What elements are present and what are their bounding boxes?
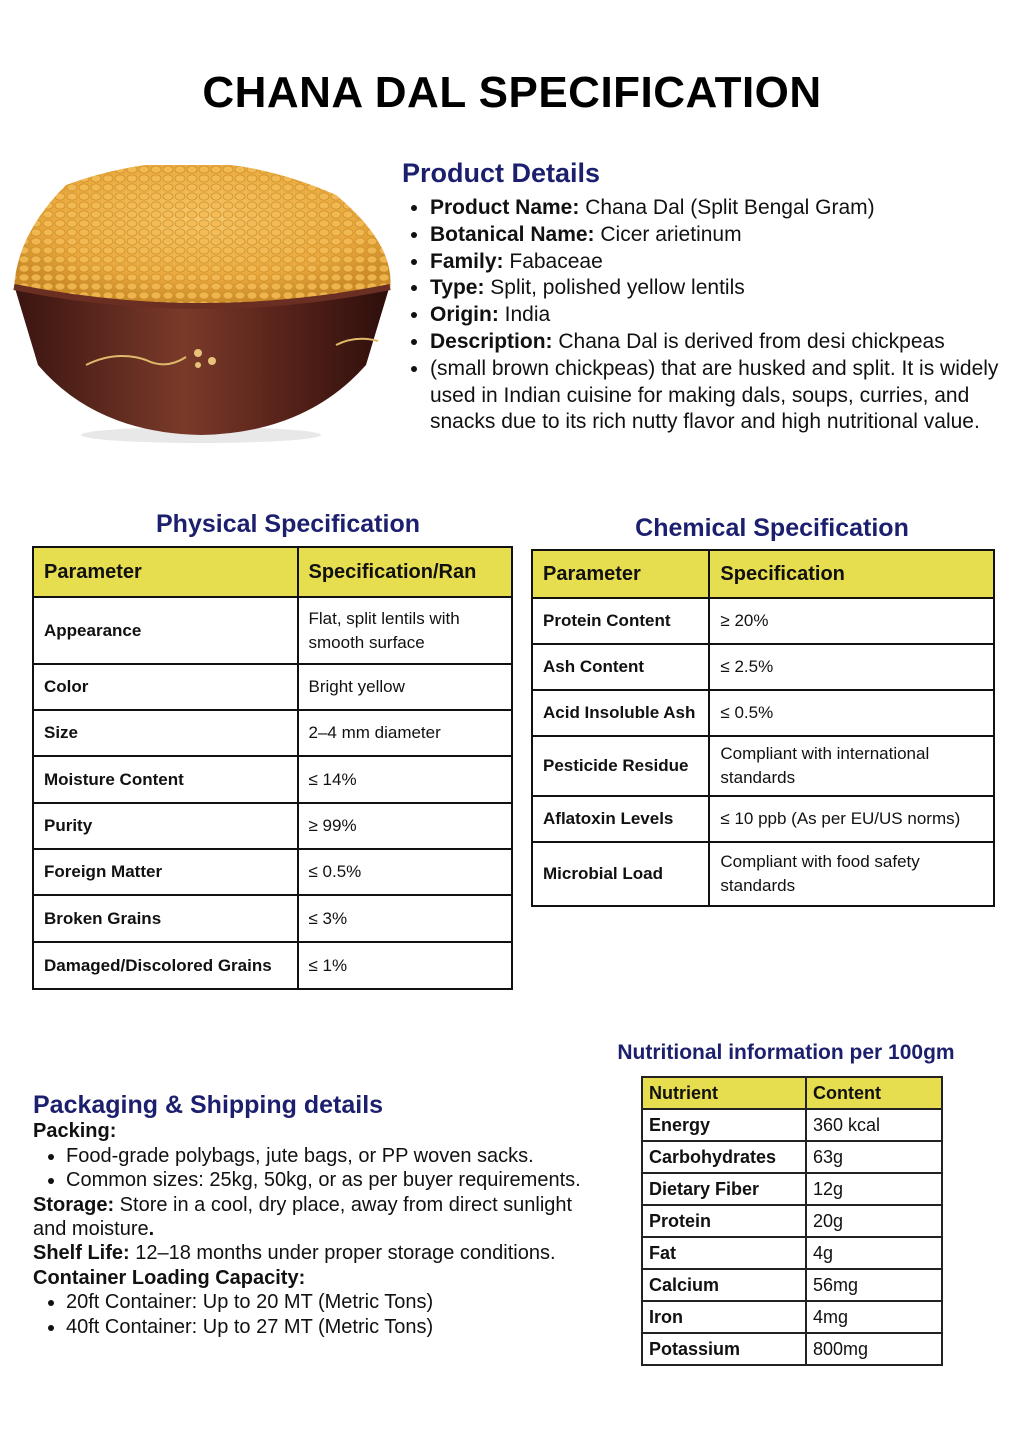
table-row: Foreign Matter ≤ 0.5% xyxy=(33,849,512,895)
table-row: Acid Insoluble Ash ≤ 0.5% xyxy=(532,690,994,736)
list-item: • 20ft Container: Up to 20 MT (Metric Tons) xyxy=(66,1290,603,1314)
column-header: Specification xyxy=(709,550,994,598)
table-row: Calcium 56mg xyxy=(642,1269,942,1301)
list-item: • Food-grade polybags, jute bags, or PP woven sacks. xyxy=(66,1144,603,1168)
description-item: • Description: Chana Dal is derived from desi chickpeas xyxy=(430,329,1022,356)
table-row: Iron 4mg xyxy=(642,1301,942,1333)
table-row: Potassium 800mg xyxy=(642,1333,942,1365)
product-details-section xyxy=(402,158,1022,436)
table-row: Protein 20g xyxy=(642,1205,942,1237)
chemical-spec-table xyxy=(531,549,995,907)
table-row: Broken Grains ≤ 3% xyxy=(33,895,512,942)
column-header: Parameter xyxy=(33,547,298,597)
botanical-name-item: • Botanical Name: Cicer arietinum xyxy=(430,222,1022,249)
table-row: Ash Content ≤ 2.5% xyxy=(532,644,994,690)
column-header: Specification/Ran xyxy=(298,547,513,597)
origin-item: • Origin: India xyxy=(430,302,1022,329)
table-row: Energy 360 kcal xyxy=(642,1109,942,1141)
page-title: CHANA DAL SPECIFICATION xyxy=(202,68,822,117)
packing-label: Packing: xyxy=(33,1120,117,1143)
table-row: Fat 4g xyxy=(642,1237,942,1269)
table-row: Microbial Load Compliant with food safety standards xyxy=(532,842,994,906)
table-row: Purity ≥ 99% xyxy=(33,803,512,849)
column-header: Nutrient xyxy=(642,1077,806,1109)
table-row: Aflatoxin Levels ≤ 10 ppb (As per EU/US norms) xyxy=(532,796,994,842)
table-row: Damaged/Discolored Grains ≤ 1% xyxy=(33,942,512,989)
family-item: • Family: Fabaceae xyxy=(430,249,1022,276)
list-item: • Common sizes: 25kg, 50kg, or as per buyer requirements. xyxy=(66,1168,603,1192)
nutrition-table xyxy=(641,1076,943,1366)
product-name-item: • Product Name: Chana Dal (Split Bengal Gram) xyxy=(430,195,1022,222)
packaging-section xyxy=(33,1093,603,1339)
shelf-life-line: Shelf Life: 12–18 months under proper storage conditions. xyxy=(33,1242,556,1265)
storage-line: Storage: Store in a cool, dry place, away from direct sunlight and moisture. xyxy=(33,1193,573,1241)
column-header: Content xyxy=(806,1077,942,1109)
table-row: Protein Content ≥ 20% xyxy=(532,598,994,644)
table-row: Carbohydrates 63g xyxy=(642,1141,942,1173)
column-header: Parameter xyxy=(532,550,709,598)
container-label: Container Loading Capacity: xyxy=(33,1266,306,1289)
chana-dal-bowl-image xyxy=(6,165,396,445)
physical-spec-heading: Physical Specification xyxy=(156,510,420,538)
product-details-heading: Product Details xyxy=(402,158,601,188)
table-row: Size 2–4 mm diameter xyxy=(33,710,512,756)
nutrition-heading: Nutritional information per 100gm xyxy=(617,1041,955,1064)
description-continued: • (small brown chickpeas) that are husked and split. It is widely used in Indian cuisine for making dals, soups, curries, and snacks due to its rich nutty flavor and high nutritional value. xyxy=(430,356,1022,436)
table-header-row xyxy=(532,550,994,598)
table-row: Color Bright yellow xyxy=(33,664,512,710)
chemical-spec-heading: Chemical Specification xyxy=(635,514,909,542)
table-row: Pesticide Residue Compliant with international standards xyxy=(532,736,994,796)
list-item: • 40ft Container: Up to 27 MT (Metric Tons) xyxy=(66,1315,603,1339)
table-row: Dietary Fiber 12g xyxy=(642,1173,942,1205)
physical-spec-table xyxy=(32,546,513,990)
table-row: Appearance Flat, split lentils with smooth surface xyxy=(33,597,512,664)
packaging-heading: Packaging & Shipping details xyxy=(33,1091,384,1119)
type-item: • Type: Split, polished yellow lentils xyxy=(430,275,1022,302)
table-header-row xyxy=(642,1077,942,1109)
table-row: Moisture Content ≤ 14% xyxy=(33,756,512,803)
table-header-row xyxy=(33,547,512,597)
